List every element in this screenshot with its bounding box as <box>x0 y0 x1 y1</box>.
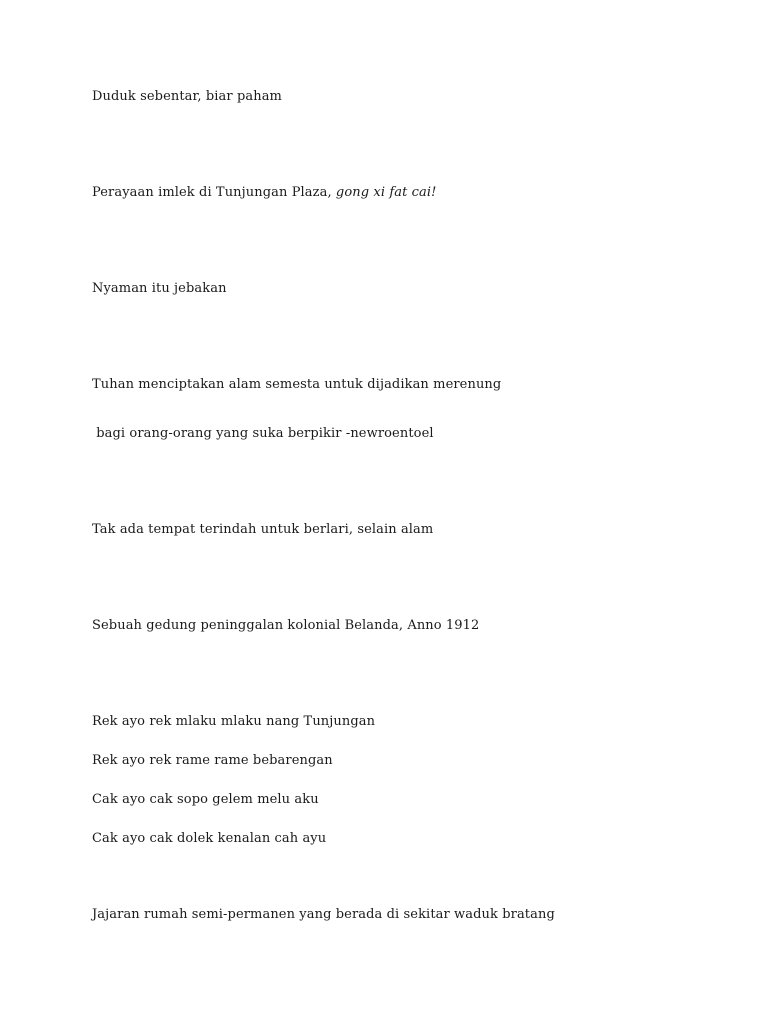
text-line: Jajaran rumah semi-permanen yang berada di sekitar waduk bratang <box>92 907 555 922</box>
text-line-main: Perayaan imlek di Tunjungan Plaza, <box>92 185 336 200</box>
text-line: bagi orang-orang yang suka berpikir -newroentoel <box>92 426 434 441</box>
text-line: Rek ayo rek mlaku mlaku nang Tunjungan <box>92 714 376 729</box>
text-line: Rek ayo rek rame rame bebarengan <box>92 753 333 768</box>
text-line: Sebuah gedung peninggalan kolonial Belanda, Anno 1912 <box>92 618 480 633</box>
text-line: Tuhan menciptakan alam semesta untuk dijadikan merenung <box>92 377 502 392</box>
text-line: Nyaman itu jebakan <box>92 281 227 296</box>
text-line: Tak ada tempat terindah untuk berlari, selain alam <box>92 522 434 537</box>
text-line <box>92 185 436 201</box>
imlek-greeting: gong xi fat cai! <box>335 185 437 200</box>
text-line: Cak ayo cak sopo gelem melu aku <box>92 792 319 807</box>
text-line: Duduk sebentar, biar paham <box>92 89 282 104</box>
text-line: Cak ayo cak dolek kenalan cah ayu <box>92 831 327 846</box>
